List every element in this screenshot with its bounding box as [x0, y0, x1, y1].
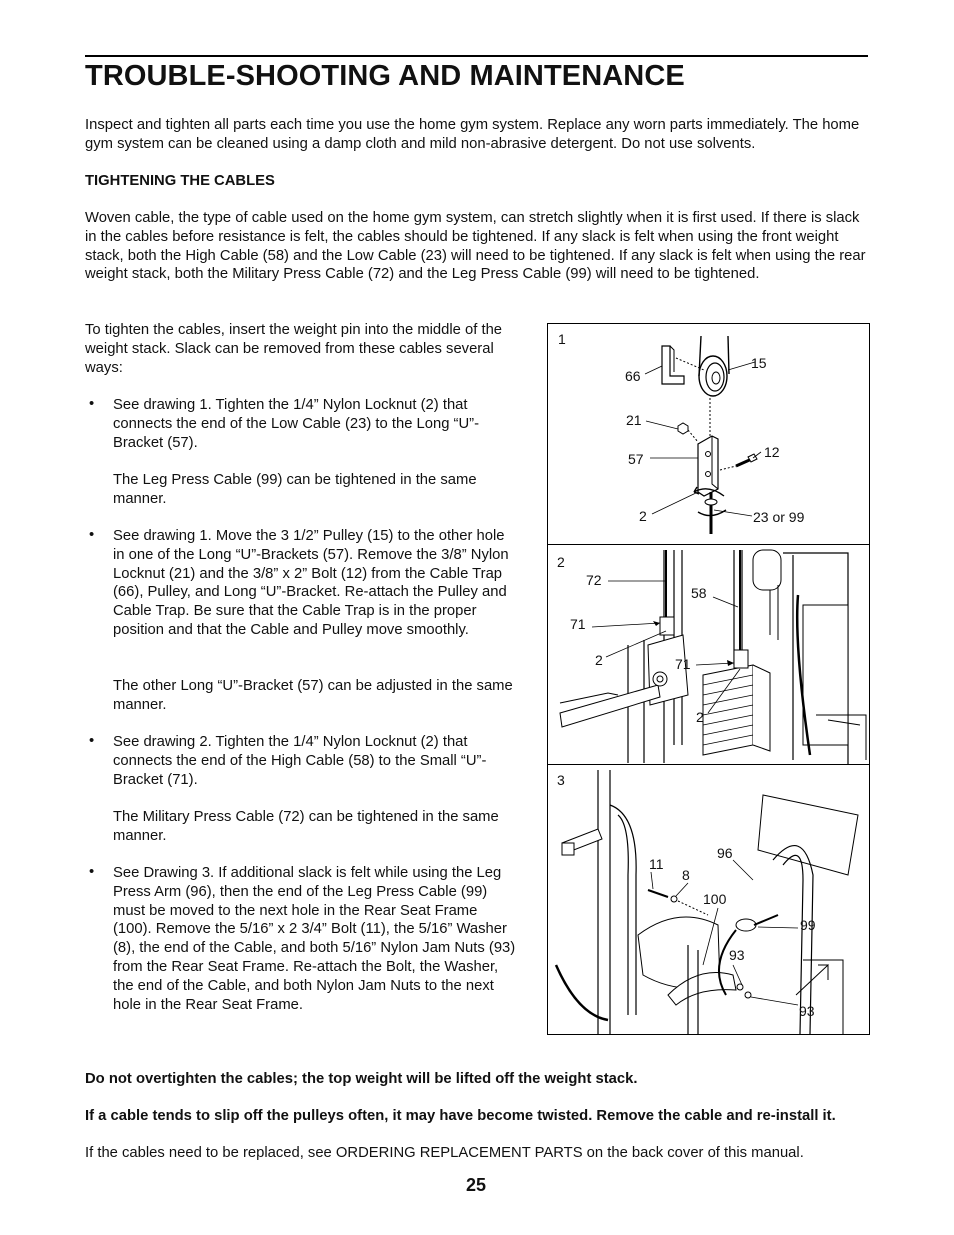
- callout-label: 57: [628, 451, 644, 467]
- callout-label: 2: [696, 709, 704, 725]
- bullet-1-text: See drawing 1. Tighten the 1/4” Nylon Locknut (2) that connects the end of the Low Cable (23) to the Long “U”-Bracket (57).: [113, 397, 480, 451]
- drawing-number: 3: [557, 772, 565, 788]
- bullet-marker: •: [89, 527, 95, 543]
- drawing-number: 1: [558, 331, 566, 347]
- bullet-2-text: See drawing 1. Move the 3 1/2” Pulley (15) to the other hole in one of the Long “U”-Brackets (57). Remove the 3/8” Nylon Locknut (21) and the 3/8” x 2” Bolt (12) from the Cable Trap (66), Pulley, and Long “U”-Bracket. Re-attach the Pulley and Cable Trap. Be sure that the Cable Trap is in the proper position and that the Cable and Pulley move smoothly.: [113, 528, 509, 638]
- callout-label: 21: [626, 412, 642, 428]
- section-heading: TIGHTENING THE CABLES: [85, 173, 275, 189]
- replacement-note: If the cables need to be replaced, see ORDERING REPLACEMENT PARTS on the back cover of this manual.: [85, 1145, 804, 1161]
- bullet-1-note: The Leg Press Cable (99) can be tightened in the same manner.: [113, 472, 477, 507]
- bullet-3-note: The Military Press Cable (72) can be tightened in the same manner.: [113, 809, 499, 844]
- bullet-marker: •: [89, 864, 95, 880]
- drawing-1: [547, 323, 870, 546]
- callout-label: 93: [729, 947, 745, 963]
- warning-overtighten: Do not overtighten the cables; the top weight will be lifted off the weight stack.: [85, 1071, 638, 1087]
- page-title: TROUBLE-SHOOTING AND MAINTENANCE: [85, 60, 685, 92]
- callout-label: 23 or 99: [753, 509, 805, 525]
- drawing-2-illustration: [548, 545, 869, 765]
- callout-label: 96: [717, 845, 733, 861]
- page-number: 25: [466, 1175, 487, 1195]
- callout-label: 12: [764, 444, 780, 460]
- callout-label: 2: [595, 652, 603, 668]
- bullet-marker: •: [89, 733, 95, 749]
- drawing-3: [547, 764, 870, 1035]
- bullet-2-note: The other Long “U”-Bracket (57) can be adjusted in the same manner.: [113, 678, 513, 713]
- drawing-number: 2: [557, 554, 565, 570]
- drawing-3-illustration: [548, 765, 869, 1034]
- callout-label: 93: [799, 1003, 815, 1019]
- cable-paragraph: Woven cable, the type of cable used on the home gym system, can stretch slightly when it is first used. If there is slack in the cables before resistance is felt, the cables should be tightened. If any slack is felt when using the front weight stack, both the High Cable (58) and the Low Cable (23) will need to be tightened. If any slack is felt when using the rear weight stack, both the Military Press Cable (72) and the Leg Press Cable (99) will need to be tightened.: [85, 210, 866, 283]
- bullet-4-text: See Drawing 3. If additional slack is felt while using the Leg Press Arm (96), then the end of the Leg Press Cable (99) must be moved to the next hole in the Rear Seat Frame (100). Remove the 5/16” x 2 3/4” Bolt (11), the 5/16” Washer (8), the end of the Cable, and both 5/16” Nylon Jam Nuts (93) from the Rear Seat Frame. Re-attach the Bolt, the Washer, the end of the Cable, and both Nylon Jam Nuts to the next hole in the Rear Seat Frame.: [113, 865, 516, 1013]
- tighten-intro: To tighten the cables, insert the weight pin into the middle of the weight stack. Slack can be removed from these cables several ways:: [85, 322, 503, 376]
- intro-paragraph: Inspect and tighten all parts each time you use the home gym system. Replace any worn parts immediately. The home gym system can be cleaned using a damp cloth and mild non-abrasive detergent. Do not use solvents.: [85, 117, 860, 152]
- callout-label: 100: [703, 891, 727, 907]
- callout-label: 71: [570, 616, 586, 632]
- callout-label: 11: [649, 856, 664, 872]
- drawing-2: [547, 544, 870, 766]
- callout-label: 8: [682, 867, 690, 883]
- drawing-1-illustration: [548, 324, 869, 545]
- bullet-marker: •: [89, 396, 95, 412]
- warning-twisted: If a cable tends to slip off the pulleys often, it may have become twisted. Remove the cable and re-install it.: [85, 1108, 836, 1124]
- bullet-3-text: See drawing 2. Tighten the 1/4” Nylon Locknut (2) that connects the end of the High Cable (58) to the Small “U”-Bracket (71).: [113, 734, 487, 788]
- callout-label: 99: [800, 917, 816, 933]
- callout-label: 58: [691, 585, 707, 601]
- header-rule: [85, 55, 868, 57]
- callout-label: 2: [639, 508, 647, 524]
- callout-label: 15: [751, 355, 767, 371]
- callout-label: 66: [625, 368, 641, 384]
- callout-label: 72: [586, 572, 602, 588]
- callout-label: 71: [675, 656, 691, 672]
